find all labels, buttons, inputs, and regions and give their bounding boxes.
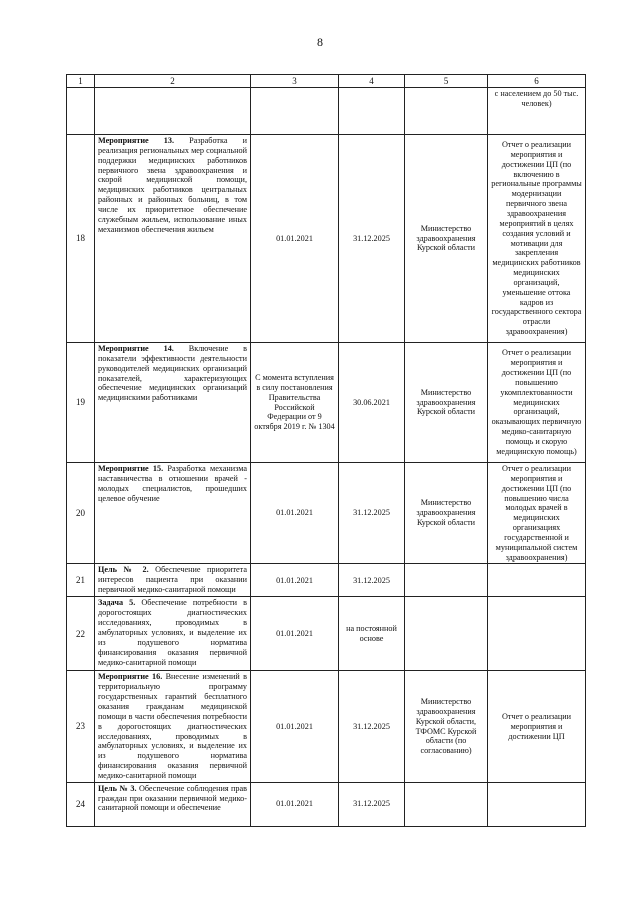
result-cell [488, 597, 586, 671]
measure-cell [95, 782, 251, 826]
measure-cell [95, 671, 251, 782]
table-row [67, 463, 586, 564]
measure-cell [95, 597, 251, 671]
measure-lead: Мероприятие 15. [98, 464, 164, 473]
measure-text: Разработка механизма наставничества в отношении врачей - молодых специалистов, прошедших целевое обучение [98, 464, 247, 503]
measure-lead: Задача 5. [98, 598, 136, 608]
measure-cell [95, 343, 251, 463]
measure-cell [95, 564, 251, 597]
measure-lead: Мероприятие 13. [98, 136, 175, 145]
table-row [67, 671, 586, 782]
result-cell [488, 782, 586, 826]
row-number-cell [67, 88, 95, 135]
responsible-cell: Министерство здравоохранения Курской области [405, 343, 488, 463]
measure-text: Обеспечение приоритета интересов пациента при оказании первичной медико-санитарной помощи [98, 565, 247, 595]
end-date-cell [339, 88, 405, 135]
measures-table [66, 74, 586, 827]
responsible-cell [405, 597, 488, 671]
table-row [67, 782, 586, 826]
end-date-cell: 31.12.2025 [339, 671, 405, 782]
table-row [67, 564, 586, 597]
measure-cell [95, 135, 251, 343]
measure-text: Включение в показатели эффективности деятельности руководителей медицинских организаций показателей, характеризующих обеспечение медицинских организаций медицинскими работниками [98, 344, 247, 403]
measure-text: Внесение изменений в территориальную программу государственных гарантий бесплатного оказания гражданам медицинской помощи в части обеспечения потребности в дорогостоящих диагностических исследованиях, проводимых в амбулаторных условиях, и выделение их из подушевого норматива финансирования оказания первичной медико-санитарной помощи [98, 672, 247, 780]
table-header-row [67, 75, 586, 88]
start-date-cell: 01.01.2021 [251, 564, 339, 597]
end-date-cell: 31.12.2025 [339, 782, 405, 826]
end-date-cell: на постоянной основе [339, 597, 405, 671]
end-date-cell: 31.12.2025 [339, 564, 405, 597]
responsible-cell [405, 564, 488, 597]
start-date-cell: 01.01.2021 [251, 597, 339, 671]
column-header: 1 [67, 75, 95, 88]
responsible-cell: Министерство здравоохранения Курской области [405, 135, 488, 343]
end-date-cell: 31.12.2025 [339, 135, 405, 343]
responsible-cell: Министерство здравоохранения Курской области, ТФОМС Курской области (по согласованию) [405, 671, 488, 782]
result-cell: Отчет о реализации мероприятия и достижении ЦП (по включению в региональные программы модернизации первичного звена здравоохранения мероприятий в целях создания условий и мотивации для закрепления медицинских работников медицинских организаций, уменьшение оттока кадров из государственного сектора отрасли здравоохранения) [488, 135, 586, 343]
column-header: 3 [251, 75, 339, 88]
column-header: 2 [95, 75, 251, 88]
start-date-cell: 01.01.2021 [251, 782, 339, 826]
measure-lead: Мероприятие 16. [98, 672, 163, 682]
responsible-cell: Министерство здравоохранения Курской области [405, 463, 488, 564]
measure-lead: Цель № 2. [98, 565, 149, 575]
table-row [67, 597, 586, 671]
measure-lead: Цель № 3. [98, 783, 137, 793]
result-cell: Отчет о реализации мероприятия и достижении ЦП (по повышению укомплектованности медицинских организаций, оказывающих первичную медико-санитарную помощь и скорую медицинскую помощь) [488, 343, 586, 463]
result-cell [488, 564, 586, 597]
row-number-cell: 22 [67, 597, 95, 671]
result-cell: с населением до 50 тыс. человек) [488, 88, 586, 135]
measure-lead: Мероприятие 14. [98, 344, 174, 353]
end-date-cell: 31.12.2025 [339, 463, 405, 564]
end-date-cell: 30.06.2021 [339, 343, 405, 463]
row-number-cell: 19 [67, 343, 95, 463]
table-row-continuation [67, 88, 586, 135]
start-date-cell: С момента вступления в силу постановления Правительства Российской Федерации от 9 октября 2019 г. № 1304 [251, 343, 339, 463]
row-number-cell: 24 [67, 782, 95, 826]
column-header: 6 [488, 75, 586, 88]
start-date-cell: 01.01.2021 [251, 671, 339, 782]
start-date-cell: 01.01.2021 [251, 135, 339, 343]
result-cell: Отчет о реализации мероприятия и достижении ЦП (по повышению числа молодых врачей в медицинских организациях государственной и муниципальной систем здравоохранения) [488, 463, 586, 564]
measure-cell [95, 88, 251, 135]
row-number-cell: 21 [67, 564, 95, 597]
result-cell: Отчет о реализации мероприятия и достижении ЦП [488, 671, 586, 782]
start-date-cell: 01.01.2021 [251, 463, 339, 564]
measure-text: Разработка и реализация региональных мер социальной поддержки медицинских работников первичного звена здравоохранения и скорой медицинской помощи, медицинских работников центральных районных и районных больниц, в том числе их приоритетное обеспечение служебным жильем, использование иных механизмов обеспечения жильем [98, 136, 247, 234]
row-number-cell: 20 [67, 463, 95, 564]
start-date-cell [251, 88, 339, 135]
page-number: 8 [317, 35, 323, 49]
row-number-cell: 18 [67, 135, 95, 343]
column-header: 5 [405, 75, 488, 88]
table-row [67, 343, 586, 463]
responsible-cell [405, 88, 488, 135]
measure-cell [95, 463, 251, 564]
column-header: 4 [339, 75, 405, 88]
measure-text: Обеспечение потребности в дорогостоящих диагностических исследованиях, проводимых в амбулаторных условиях, и выделение их из подушевого норматива финансирования оказания первичной медико-санитарной помощи [98, 598, 247, 667]
responsible-cell [405, 782, 488, 826]
table-row [67, 135, 586, 343]
row-number-cell: 23 [67, 671, 95, 782]
measure-text: Обеспечение соблюдения прав граждан при оказании первичной медико-санитарной помощи и обеспечение [98, 783, 247, 813]
